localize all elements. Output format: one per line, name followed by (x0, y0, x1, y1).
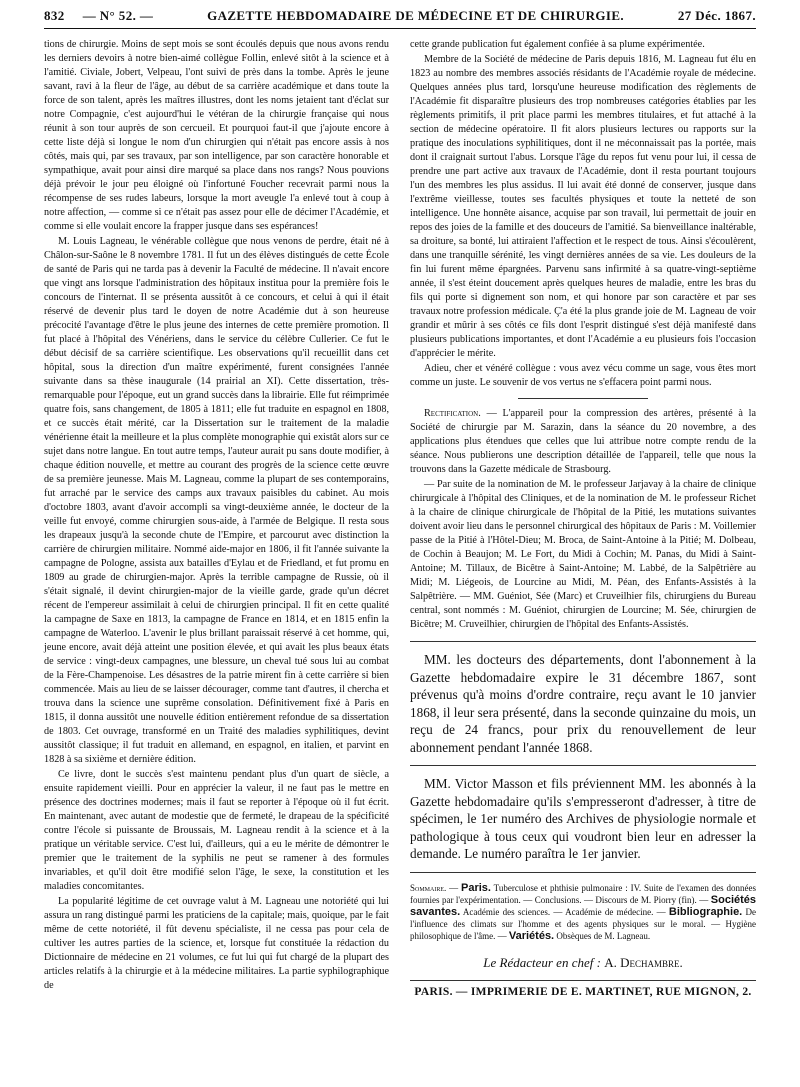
notice-divider-middle (410, 765, 756, 766)
sommaire-varietes-text: Obsèques de M. Lagneau. (556, 930, 651, 941)
journal-title: GAZETTE HEBDOMADAIRE DE MÉDECINE ET DE CHIRURGIE. (207, 8, 625, 23)
sommaire-paris-text: Tuberculose et phthisie pulmonaire : IV. Suite de l'examen des données fournies par l'expérimentation. — Conclusions. — Discours de M. Piorry (fin). — (410, 882, 757, 905)
table-of-contents: Sommaire. — Paris. Tuberculose et phthisie pulmonaire : IV. Suite de l'examen des données fournies par l'expérimentation. — Conclusions. — Discours de M. Piorry (fin). — Sociétés savantes. Académie des sciences. — Académie de médecine. — Bibliographie. De l'influence des climats sur l'homme et des agents physiques sur le moral. — Hygiène philosophique de l'âme. — Variétés. Obsèques de M. Lagneau. (410, 881, 757, 942)
page-header (44, 7, 756, 25)
sommaire-societes: Sociétés savantes. (410, 893, 757, 918)
editor-label: Le Rédacteur en chef : (483, 954, 601, 970)
sommaire-varietes: Variétés. (508, 929, 555, 942)
eulogy-paragraph-5: cette grande publication fut également confiée à sa plume expérimentée. (410, 39, 705, 50)
editor-name: A. Dechambre. (604, 954, 683, 970)
rectification-paragraph (410, 407, 756, 477)
header-rule (44, 28, 756, 29)
subscription-notice-text: MM. les docteurs des départements, dont l'abonnement à la Gazette hebdomadaire expire le 31 décembre 1867, sont prévenus qu'à moins d'ordre contraire, reçu avant le 10 janvier 1868, il leur sera présenté, dans la seconde quinzaine du mois, un reçu de 24 francs, pour prix du renouvellement de leur abonnement pendant l'année 1868. (410, 652, 756, 755)
eulogy-paragraph-4: La popularité légitime de cet ouvrage valut à M. Lagneau une notoriété qui lui assura un rang distingué parmi les praticiens de la capitale; mais, quoique, par le fait même de cette notoriété, il fût devenu spécialiste, il ne cessa pas pour cela de cultiver les autres parties de la science, et, lorsque fut constituée la rédaction du Dictionnaire de médecine en 21 volumes, ce fut lui qui fut chargé de la plupart des articles relatifs à la chirurgie et à la médecine militaires. La partie syphilographique de (44, 896, 389, 991)
eulogy-paragraph-7: Adieu, cher et vénéré collègue : vous avez vécu comme un sage, vous êtes mort comme un juste. Le souvenir de vos vertus ne s'effacera point parmi nous. (410, 363, 756, 388)
specimen-notice (410, 775, 756, 863)
sommaire-label: Sommaire. (410, 882, 447, 893)
sommaire-bibliographie: Bibliographie. (668, 905, 743, 918)
eulogy-paragraph-2: M. Louis Lagneau, le vénérable collègue que nous venons de perdre, était né à Châlon-sur-Saône le 8 novembre 1781. Il fut un des élèves distingués de cette École de santé de Paris qui ne tarda pas à devenir la Faculté de médecine. Il n'avait encore que vingt ans lorsque l'administration des hôpitaux institua pour la première fois le concours de l'internat. Il se présenta aussitôt à ce concours, et celui à qui il était réservé de devenir plus tard le doyen de notre Académie dut à son heureuse précocité l'avantage d'être le plus jeune des internes de cette première promotion. Il fut placé à l'hôpital des Vénériens, dans le service du célèbre Cullerier. Ce fut le début décisif de sa carrière scientifique. Les observations qu'il recueillit dans cet hôpital, sous la direction d'un maître expérimenté, furent consignées l'année suivante dans sa thèse inaugurale (14 prairial an XI). Cette dissertation, très-remarquable pour l'époque, eut un grand succès dans la librairie. Elle fut réimprimée quatre fois, sans changement, de 1805 à 1811; elle fut traduite en espagnol en 1808, et ce succès était mérité, car la Dissertation sur le traitement de la maladie vénérienne était la meilleure et la plus complète monographie qui existât alors sur ce sujet dans notre langue. En tout autre temps, l'auteur aurait pu sans doute modifier, à chaque édition nouvelle, et mettre au courant des progrès de la science cette œuvre de sa première jeunesse. Mais M. Lagneau, comme la plupart de ses contemporains, fut arraché par le service des camps aux travaux paisibles du cabinet. Au mois d'octobre 1803, avant d'avoir accompli sa vingt-deuxième année, le docteur de la veille fut envoyé, comme chirurgien sous-aide, à l'armée de Belgique. Il resta sous les drapeaux jusqu'à la seconde chute de l'Empire, et parcourut avec distinction la carrière de chirurgien militaire. Nommé aide-major en 1806, il fit l'année suivante la campagne de Pologne, assista aux batailles d'Eylau et de Friedland, et fut promu en 1809 au grade de chirurgien-major. Après la terrible campagne de Russie, où il s'était signalé, il devint chirurgien-major de la vieille garde, grade qu'un décret récent de l'empereur assimilait à celui de chirurgien principal. Il fit en cette qualité la campagne de Saxe en 1813, la campagne de France en 1814, et en 1815 enfin la campagne de Waterloo. L'avenir le plus brillant paraissait réservé à cet homme, qui, jeune encore, avait déjà atteint une position élevée, et qui avait les plus beaux états de service : vingt-deux campagnes, une blessure, un cheval tué sous lui au combat de la Fère-Champenoise. Les désastres de la patrie mirent fin à cette carrière si bien commencée. Mais au lieu de se laisser décourager, comme tant d'autres, il chercha et trouva dans la science une suprême consolation. Définitivement fixé à Paris en 1815, il donna aussitôt une nouvelle édition entièrement refondue de sa dissertation de 1803. Cet ouvrage, transformé en un Traité des maladies syphilitiques, devint aussitôt classique; il fut traduit en allemand, en espagnol, en italien, et parvint en 1828 à sa sixième et dernière édition. (44, 236, 389, 765)
left-column (44, 38, 389, 994)
issue-date: 27 Déc. 1867. (677, 8, 756, 23)
rectification-label: Rectification. (424, 408, 481, 419)
editor-signature (410, 956, 756, 970)
eulogy-paragraph-6: Membre de la Société de médecine de Paris depuis 1816, M. Lagneau fut élu en 1823 au nombre des membres associés résidants de l'Académie royale de médecine. Quelques années plus tard, lorsqu'une heureuse modification des règlements de l'Académie fit disparaître plusieurs des trop nombreuses catégories établies par les règlements primitifs, il prit place parmi les membres titulaires, et fut attaché à la section de médecine opératoire. Il fit alors plusieurs lectures ou rapports sur la pratique des inoculations syphilitiques, dont il ne méconnaissait pas la portée, mais dont il craignait surtout l'abus. Lorsque l'âge du repos fut venu pour lui, il cessa de prendre une part active aux travaux de l'Académie, dont il resta pourtant toujours l'un des membres les plus assidus. Il lui avait été donné de conserver, jusque dans l'extrême vieillesse, toutes ses facultés physiques et toute la netteté de son intelligence. Une honnête aisance, acquise par son travail, lui permettait de jouir en repos des joies de la famille et des douceurs de l'amitié. Sa bienveillance inaltérable, sa droiture, sa bonté, lui attiraient l'affection et le respect de tous. Ainsi s'écoulèrent, dans une tranquille sérénité, les vingt dernières années de sa vie. Les douleurs de la fin lui furent même épargnées. Parvenu sans infirmité à sa quatre-vingt-septième année, il s'est éteint doucement après quelques heures de maladie, entre les bras du fils qui porte si dignement son nom, et qui honore par son caractère et par ses travaux notre profession médicale. Ç'a été la plus grande joie de M. Lagneau de voir grandir et mûrir à ses côtés ce fils dont l'esprit distingué s'est déjà manifesté dans plusieurs publications importantes, et dont l'Académie a eu plusieurs fois l'occasion d'apprécier le mérite. (410, 54, 756, 359)
page-number: 832 (44, 8, 65, 23)
printer-imprint: PARIS. — IMPRIMERIE DE E. MARTINET, RUE MIGNON, 2. (410, 980, 756, 999)
subscription-notice (410, 651, 756, 756)
section-divider (518, 398, 648, 399)
sommaire-paris: Paris. (460, 881, 491, 894)
notice-divider-bottom (410, 872, 756, 873)
nominations-paragraph: — Par suite de la nomination de M. le professeur Jarjavay à la chaire de clinique chirurgicale à l'hôpital des Cliniques, et de la nomination de M. le professeur Richet à la chaire de clinique chirurgicale de l'hôpital de la Pitié, les mutations suivantes doivent avoir lieu dans le personnel chirurgical des hôpitaux de Paris : M. Voillemier passe de la Pitié à l'Hôtel-Dieu; M. Broca, de Saint-Antoine à la Pitié; M. Dolbeau, de Cochin à Beaujon; M. Le Fort, du Midi à Cochin; M. Panas, du Midi à Saint-Antoine; M. Tillaux, de Bicêtre à Saint-Antoine; M. Labbé, de la Salpêtrière au Midi; M. Liégeois, de Lourcine au Midi, M. Péan, des Enfants-Assistés à la Salpêtrière. — MM. Guéniot, Sée (Marc) et Cruveilhier fils, chirurgiens du Bureau central, sont nommés : M. Guéniot, chirurgien de Lourcine; M. Sée, chirurgien de Bicêtre; M. Cruveilhier, chirurgien de l'hôpital des Enfants-Assistés. (410, 479, 756, 630)
specimen-notice-text: MM. Victor Masson et fils préviennent MM. les abonnés à la Gazette hebdomadaire qu'ils s'empresseront d'adresser, à titre de spécimen, le 1er numéro des Archives de physiologie normale et pathologique à tous ceux qui voudront bien leur en adresser la demande. Le numéro paraîtra le 1er janvier. (410, 776, 756, 861)
eulogy-paragraph-1: tions de chirurgie. Moins de sept mois se sont écoulés depuis que nous avons rendu les derniers devoirs à notre bien-aimé collègue Follin, enlevé sitôt à la science et à l'amitié. Civiale, Jobert, Velpeau, l'ont suivi de près dans la tombe. Après le jeune savant, ravi à la fleur de l'âge, au début de sa carrière académique et dans toute la force de son talent, après les maîtres illustres, dont les noms jetaient tant d'éclat sur notre Compagnie, c'est aujourd'hui le vétéran de la chirurgie française qui nous réunit à son tour auprès de son cercueil. Et pourquoi faut-il que j'ajoute encore à cette liste déjà si longue le nom d'un chirurgien qui n'était pas encore assis à nos côtés, mais qui, par ses travaux, par son intelligence, par son caractère honorable et sympathique, avait pour ainsi dire marqué sa place dans nos rangs? Nous pouvions déjà prévoir le jour peu éloigné où l'infortuné Foucher recevrait parmi nous la récompense de ses rudes labeurs, lorsque la mort aveugle l'a enlevé tout à coup à notre affection, — comme si ce n'était pas assez pour elle de décimer l'Académie, et comme si elle voulait encore la frapper jusque dans ses espérances! (44, 39, 389, 232)
issue-number: — N° 52. — (82, 8, 154, 23)
sommaire-societes-text: Académie des sciences. — Académie de médecine. — (462, 906, 666, 917)
notice-divider-top (410, 641, 756, 642)
right-column (410, 38, 756, 999)
rectification-text: — L'appareil pour la compression des artères, présenté à la Société de chirurgie par M. Sarazin, dans la séance du 20 novembre, a des applications plus étendues que celles que lui attribue notre compte rendu de la séance. Nous publierons une description détaillée de l'appareil, telle que nous la trouvons dans la Gazette médicale de Strasbourg. (410, 408, 756, 475)
eulogy-paragraph-3: Ce livre, dont le succès s'est maintenu pendant plus d'un quart de siècle, a ensuite rapidement vieilli. Pour en apprécier la valeur, il ne faut pas le mettre en présence des doctrines modernes; mais il faut se reporter à l'époque où il fut écrit. En maintenant, avec autant de modestie que de fermeté, le drapeau de la spécificité contre l'école si puissante de Broussais, M. Lagneau rendit à la science et à la pratique un véritable service. C'est lui, d'ailleurs, qui a eu le mérite de démontrer le premier que le traitement de la syphilis ne peut se ramener à des formules invariables, et qu'il doit être modifié selon l'âge, le sexe, la constitution et les maladies concomitantes. (44, 769, 389, 892)
sommaire-bibliographie-text: De l'influence des climats sur l'homme et des agents physiques sur le moral. — Hygiène philosophique de l'âme. — (410, 906, 757, 941)
